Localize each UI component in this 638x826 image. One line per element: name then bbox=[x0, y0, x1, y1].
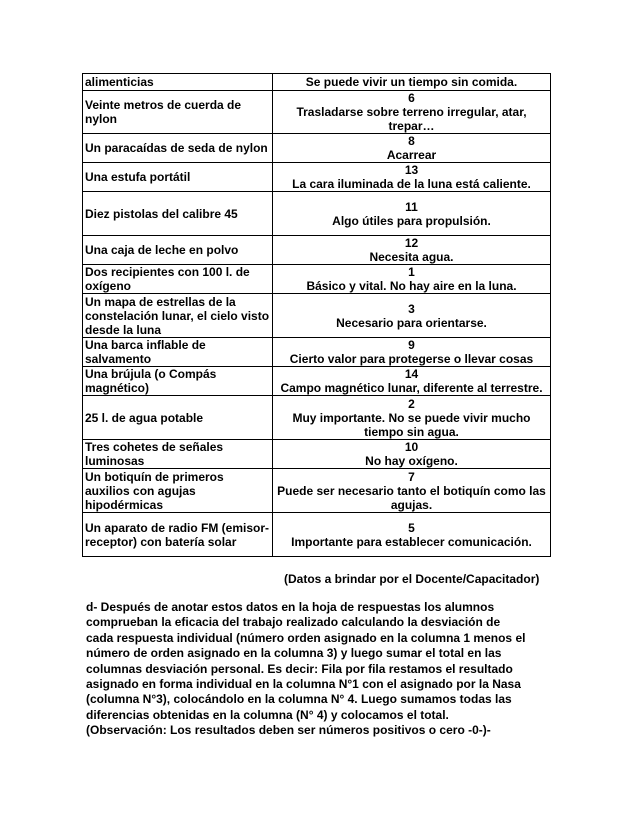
table-body bbox=[83, 74, 551, 557]
nasa-rank: 11 bbox=[405, 199, 418, 214]
nasa-rank: 8 bbox=[408, 134, 415, 148]
paragraph-line: comprueban la eficacia del trabajo realizado calculando la desviación de bbox=[86, 615, 501, 630]
table-row bbox=[83, 469, 551, 513]
table-row bbox=[83, 134, 551, 163]
nasa-rank: 2 bbox=[408, 396, 415, 411]
nasa-rank: 3 bbox=[408, 301, 415, 316]
item-cell: Una barca inflable de salvamento bbox=[83, 338, 273, 367]
paragraph-line: asignado en forma individual en la columna N°1 con el asignado por la Nasa bbox=[86, 677, 521, 692]
item-cell: Una estufa portátil bbox=[83, 163, 273, 192]
nasa-rank: 14 bbox=[404, 367, 419, 381]
reason-text: Campo magnético lunar, diferente al terrestre. bbox=[280, 381, 543, 395]
reason-text: Necesario para orientarse. bbox=[336, 315, 487, 330]
reason-cell bbox=[273, 74, 551, 91]
item-cell: alimenticias bbox=[83, 74, 273, 91]
reason-text: Cierto valor para protegerse o llevar cosas bbox=[289, 352, 534, 366]
item-cell: Un botiquín de primeros auxilios con agujas hipodérmicas bbox=[83, 469, 273, 513]
item-cell: Veinte metros de cuerda de nylon bbox=[83, 91, 273, 134]
survival-ranking-table bbox=[82, 73, 551, 557]
table-row bbox=[83, 513, 551, 557]
reason-text: Puede ser necesario tanto el botiquín como las agujas. bbox=[277, 483, 546, 512]
reason-cell bbox=[273, 513, 551, 557]
reason-cell bbox=[273, 192, 551, 236]
reason-cell bbox=[273, 265, 551, 294]
table-row bbox=[83, 396, 551, 440]
reason-cell bbox=[273, 338, 551, 367]
item-cell: Una brújula (o Compás magnético) bbox=[83, 367, 273, 396]
paragraph-line: cada respuesta individual (número orden asignado en la columna 1 menos el bbox=[86, 630, 526, 645]
item-cell: Una caja de leche en polvo bbox=[83, 236, 273, 265]
table-row bbox=[83, 440, 551, 469]
nasa-rank: 13 bbox=[404, 163, 419, 177]
table-row bbox=[83, 265, 551, 294]
reason-cell bbox=[273, 396, 551, 440]
paragraph-line: (columna N°3), colocándolo en la columna N° 4. Luego sumamos todas las bbox=[86, 692, 512, 707]
item-cell: Un aparato de radio FM (emisor-receptor) con batería solar bbox=[83, 513, 273, 557]
reason-text: Algo útiles para propulsión. bbox=[332, 213, 491, 228]
nasa-rank: 12 bbox=[404, 236, 419, 250]
item-cell: Diez pistolas del calibre 45 bbox=[83, 192, 273, 236]
reason-cell bbox=[273, 236, 551, 265]
table-row bbox=[83, 163, 551, 192]
reason-text: Se puede vivir un tiempo sin comida. bbox=[305, 75, 518, 89]
reason-text: Acarrear bbox=[386, 148, 437, 162]
reason-cell bbox=[273, 91, 551, 134]
paragraph-line: (Observación: Los resultados deben ser números positivos o cero -0-)- bbox=[86, 723, 491, 738]
item-cell: Un mapa de estrellas de la constelación lunar, el cielo visto desde la luna bbox=[83, 294, 273, 338]
table-row bbox=[83, 294, 551, 338]
reason-text: Trasladarse sobre terreno irregular, atar, trepar… bbox=[296, 105, 527, 133]
paragraph-line: diferencias obtenidas en la columna (N° 4) y colocamos el total. bbox=[86, 707, 449, 722]
reason-cell bbox=[273, 294, 551, 338]
item-cell: Dos recipientes con 100 l. de oxígeno bbox=[83, 265, 273, 294]
reason-cell bbox=[273, 440, 551, 469]
nasa-rank: 10 bbox=[404, 440, 419, 454]
reason-cell bbox=[273, 469, 551, 513]
reason-cell bbox=[273, 367, 551, 396]
paragraph-line: número de orden asignado en la columna 3) y luego sumar el total en las bbox=[86, 646, 502, 661]
reason-cell bbox=[273, 163, 551, 192]
item-cell: 25 l. de agua potable bbox=[83, 396, 273, 440]
table-row bbox=[83, 236, 551, 265]
nasa-rank: 6 bbox=[408, 91, 415, 105]
reason-text: Importante para establecer comunicación. bbox=[291, 534, 532, 549]
table-row bbox=[83, 192, 551, 236]
item-cell: Un paracaídas de seda de nylon bbox=[83, 134, 273, 163]
item-cell: Tres cohetes de señales luminosas bbox=[83, 440, 273, 469]
nasa-rank: 1 bbox=[408, 265, 415, 279]
table-row bbox=[83, 367, 551, 396]
reason-text: Básico y vital. No hay aire en la luna. bbox=[306, 279, 517, 293]
reason-cell bbox=[273, 134, 551, 163]
table-row bbox=[83, 91, 551, 134]
nasa-rank: 7 bbox=[408, 469, 415, 484]
instructions-paragraph bbox=[86, 600, 556, 739]
reason-text: Necesita agua. bbox=[369, 250, 454, 264]
reason-text: Muy importante. No se puede vivir mucho tiempo sin agua. bbox=[292, 410, 531, 439]
table-note: (Datos a brindar por el Docente/Capacitador) bbox=[284, 572, 540, 586]
reason-text: La cara iluminada de la luna está caliente. bbox=[292, 177, 531, 191]
nasa-rank: 5 bbox=[408, 520, 415, 535]
table-row bbox=[83, 338, 551, 367]
table-row bbox=[83, 74, 551, 91]
paragraph-line: d- Después de anotar estos datos en la hoja de respuestas los alumnos bbox=[86, 600, 495, 614]
reason-text: No hay oxígeno. bbox=[365, 454, 458, 468]
paragraph-line: columnas desviación personal. Es decir: Fila por fila restamos el resultado bbox=[86, 661, 513, 676]
nasa-rank: 9 bbox=[408, 338, 415, 352]
